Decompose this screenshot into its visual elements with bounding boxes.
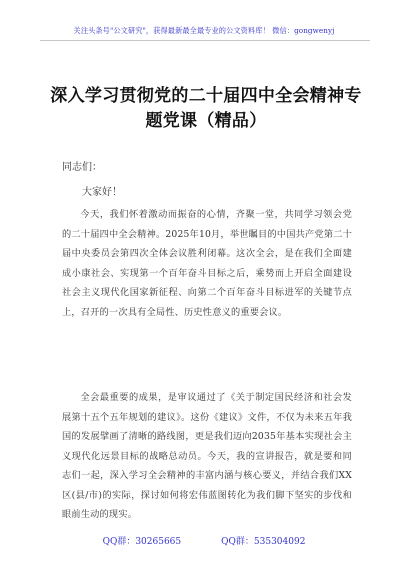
header-note: 关注头条号"公文研究"，获得最新最全最专业的公文资料库！ 微信：gongwenyj [73, 26, 335, 35]
footer-qq-group-1: QQ群：30265665 [102, 537, 182, 547]
header-divider [40, 40, 370, 41]
paragraph: 今天，我们怀着激动而振奋的心情，齐聚一堂，共同学习领会党的二十届四中全会精神。2025年10月，举世瞩目的中国共产党第二十届中央委员会第四次全体会议胜利闭幕。这次全会，是在我们全面建成小康社会、实现第一个百年奋斗目标之后，乘势而上开启全面建设社会主义现代化国家新征程、向第二个百年奋斗目标进军的关键节点上，召开的一次具有全局性、历史性意义的重要会议。 [62, 209, 352, 318]
document-title: 深入学习贯彻党的二十届四中全会精神专题党课（精品） [50, 86, 362, 131]
greeting: 大家好！ [82, 187, 122, 198]
footer [0, 534, 408, 547]
salutation: 同志们： [62, 162, 102, 173]
footer-qq-group-2: QQ群：535304092 [221, 537, 306, 547]
paragraph: 全会最重要的成果，是审议通过了《关于制定国民经济和社会发展第十五个五年规划的建议》。这份《建议》文件，不仅为未来五年我国的发展擘画了清晰的路线图，更是我们迈向2035年基本实现社会主义现代化远景目标的战略总动员。今天，我的宣讲报告，就是要和同志们一起，深入学习全会精神的丰富内涵与核心要义，并结合我们XX区(县/市)的实际，探讨如何将宏伟蓝图转化为我们脚下坚实的步伐和眼前生动的现实。 [62, 392, 352, 520]
